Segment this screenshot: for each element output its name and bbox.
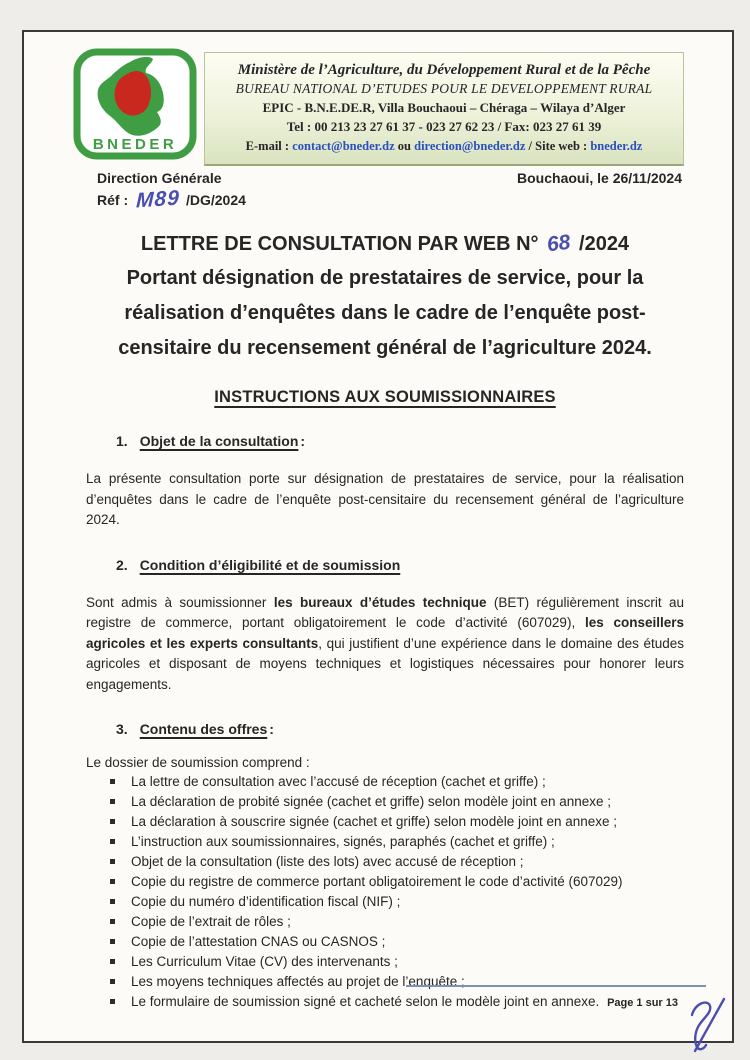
title-line-1 <box>86 226 684 262</box>
list-item <box>110 892 684 912</box>
letterhead-org-box <box>204 52 684 166</box>
subtitle-heading: INSTRUCTIONS AUX SOUMISSIONNAIRES <box>214 388 556 407</box>
list-item-text: Copie du numéro d’identification fiscal (NIF) ; <box>131 894 401 910</box>
section-1-colon: : <box>300 433 306 450</box>
list-item <box>110 772 684 792</box>
bullet-marker <box>110 919 115 924</box>
list-item <box>110 912 684 932</box>
list-item <box>110 812 684 832</box>
consultation-number-handwritten: 68 <box>545 230 572 256</box>
list-item-text: Copie du registre de commerce portant obligatoirement le code d’activité (607029) <box>131 874 623 890</box>
handwritten-paraph <box>682 993 732 1055</box>
site-label: / Site web : <box>525 138 591 153</box>
section-3-title: Contenu des offres <box>139 721 268 738</box>
section-3-colon: : <box>269 721 274 738</box>
title-line-2: Portant désignation de prestataires de service, pour la réalisation d’enquêtes dans le cadre de l’enquête post-censitaire du recensement général de l’agriculture 2024. <box>118 267 652 360</box>
ref-suffix: /DG/2024 <box>185 191 246 208</box>
eligibility-text-2: (BET) régulièrement inscrit au registre de commerce, portant obligatoirement le code d’activité (607029), <box>86 594 684 631</box>
bullet-marker <box>110 959 115 964</box>
bullet-marker <box>110 879 115 884</box>
list-item <box>110 952 684 972</box>
bullet-marker <box>110 999 115 1004</box>
bneder-logo <box>72 48 198 160</box>
bureau-line: BUREAU NATIONAL D’ETUDES POUR LE DEVELOPPEMENT RURAL <box>235 81 653 97</box>
list-item-text: La lettre de consultation avec l’accusé de réception (cachet et griffe) ; <box>131 774 546 790</box>
section-1-number: 1. <box>116 433 128 450</box>
section-3-number: 3. <box>116 721 128 738</box>
letterhead <box>72 48 684 166</box>
website-address: bneder.dz <box>590 138 643 153</box>
bullet-marker <box>110 799 115 804</box>
section-1-heading <box>116 433 684 449</box>
ref-label: Réf : <box>97 191 129 208</box>
section-3-heading <box>116 721 684 737</box>
city-date: Bouchaoui, le 26/11/2024 <box>517 169 682 186</box>
list-item-text: Le formulaire de soumission signé et cacheté selon le modèle joint en annexe. <box>131 994 600 1010</box>
ref-number-handwritten: M89 <box>135 185 181 213</box>
section-2-title: Condition d’éligibilité et de soumission <box>139 556 401 573</box>
section-1-paragraph: La présente consultation porte sur désignation de prestataires de service, pour la réalisation d’enquêtes dans le cadre de l’enquête post-censitaire du recensement général de l’agriculture 2024. <box>86 471 684 528</box>
bullet-marker <box>110 819 115 824</box>
email-address-primary: contact@bneder.dz <box>292 138 395 153</box>
title-prefix: LETTRE DE CONSULTATION PAR WEB N° <box>140 232 545 255</box>
ministry-line: Ministère de l’Agriculture, du Développement Rural et de la Pêche <box>237 62 651 78</box>
bullet-marker <box>110 899 115 904</box>
title-suffix: /2024 <box>573 232 630 255</box>
direction-label: Direction Générale <box>97 169 222 186</box>
list-item-text: Copie de l’attestation CNAS ou CASNOS ; <box>131 934 386 950</box>
bullet-marker <box>110 979 115 984</box>
dossier-intro: Le dossier de soumission comprend : <box>86 755 310 771</box>
phone-fax-line: Tel : 00 213 23 27 61 37 - 023 27 62 23 / Fax: 023 27 61 39 <box>286 118 602 134</box>
address-line: EPIC - B.N.E.DE.R, Villa Bouchaoui – Chéraga – Wilaya d’Alger <box>262 100 626 116</box>
section-2-heading <box>116 557 684 573</box>
list-item-text: Objet de la consultation (liste des lots) avec accusé de réception ; <box>131 854 524 870</box>
list-item <box>110 792 684 812</box>
list-item-text: La déclaration de probité signée (cachet et griffe) selon modèle joint en annexe ; <box>131 794 612 810</box>
list-item-text: Les Curriculum Vitae (CV) des intervenants ; <box>131 954 398 970</box>
bullet-marker <box>110 779 115 784</box>
list-item <box>110 872 684 892</box>
footer-rule <box>406 985 706 987</box>
list-item <box>110 832 684 852</box>
bullet-marker <box>110 859 115 864</box>
section-2-paragraph <box>86 593 684 696</box>
meta-row <box>97 170 684 186</box>
dossier-bullet-list <box>110 772 684 1012</box>
list-item <box>110 972 684 992</box>
title-block <box>86 226 684 367</box>
bullet-marker <box>110 939 115 944</box>
list-item-text: La déclaration à souscrire signée (cachet et griffe) selon modèle joint en annexe ; <box>131 814 618 830</box>
list-item-text: Les moyens techniques affectés au projet de l’enquête ; <box>131 974 465 990</box>
scanned-letter-page <box>22 30 734 1043</box>
email-separator: ou <box>394 138 415 153</box>
bullet-marker <box>110 839 115 844</box>
email-line <box>211 137 677 156</box>
eligibility-bold-experts: les conseillers agricoles et les experts consultants <box>86 615 684 651</box>
list-item <box>110 992 684 1012</box>
reference-row <box>97 185 684 213</box>
email-address-secondary: direction@bneder.dz <box>414 138 526 153</box>
section-1-title: Objet de la consultation <box>139 433 299 450</box>
list-item <box>110 932 684 952</box>
page-number: Page 1 sur 13 <box>607 997 678 1009</box>
eligibility-bold-bet: les bureaux d’études technique <box>273 594 487 610</box>
logo-acronym: BNEDER <box>92 136 178 153</box>
list-item <box>110 852 684 872</box>
section-2-number: 2. <box>116 556 128 573</box>
eligibility-text-3: , qui justifient d’une expérience dans le domaine des études agricoles et disposant de moyens techniques et logistiques nécessaires pour honorer leurs engagements. <box>86 635 684 692</box>
list-item-text: L’instruction aux soumissionnaires, signés, paraphés (cachet et griffe) ; <box>131 834 555 850</box>
email-label: E-mail : <box>245 138 293 153</box>
list-item-text: Copie de l’extrait de rôles ; <box>131 914 291 930</box>
eligibility-text-1: Sont admis à soumissionner <box>86 594 274 610</box>
